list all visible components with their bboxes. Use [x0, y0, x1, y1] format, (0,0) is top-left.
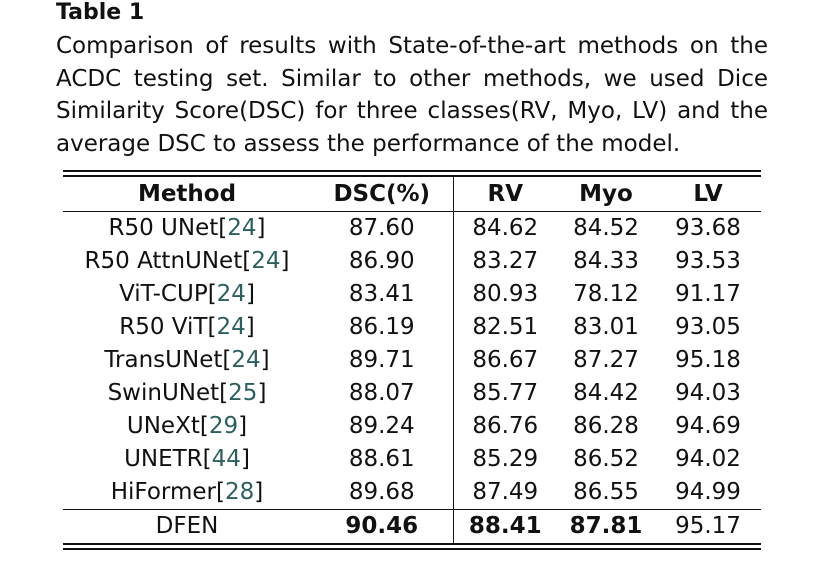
table-row — [63, 212, 761, 246]
method-cell: DFEN — [63, 510, 311, 544]
ref-bracket-open: [ — [218, 215, 228, 241]
table-row — [63, 278, 761, 311]
dsc-cell: 87.60 — [311, 212, 453, 246]
ref-bracket-close: ] — [260, 347, 270, 373]
citation-link[interactable]: 24 — [231, 347, 261, 373]
bottom-double-rule — [63, 543, 761, 550]
ref-bracket-open: [ — [242, 248, 252, 274]
table-row — [63, 245, 761, 278]
citation-link[interactable]: 29 — [208, 413, 239, 439]
method-name: SwinUNet — [107, 380, 220, 406]
citation-link[interactable]: 24 — [216, 314, 246, 340]
myo-cell: 83.01 — [573, 314, 639, 340]
dsc-cell: 86.90 — [311, 245, 453, 278]
lv-cell: 94.99 — [675, 479, 741, 505]
table-row — [63, 410, 761, 443]
rv-cell: 85.77 — [472, 380, 539, 406]
table-body — [63, 212, 761, 544]
method-name: R50 AttnUNet — [84, 248, 243, 274]
results-table — [63, 177, 761, 543]
method-name: R50 ViT — [119, 314, 208, 340]
table-row — [63, 377, 761, 410]
myo-cell: 86.55 — [573, 479, 639, 505]
rv-cell: 83.27 — [472, 248, 539, 274]
method-cell — [63, 278, 311, 311]
ref-bracket-close: ] — [240, 446, 250, 472]
table-label: Table 1 — [56, 0, 145, 25]
header-rv: RV — [453, 177, 557, 212]
method-cell — [63, 410, 311, 443]
myo-cell: 84.52 — [573, 215, 639, 241]
ref-bracket-open: [ — [207, 281, 217, 307]
ref-bracket-open: [ — [202, 446, 212, 472]
dsc-cell: 89.71 — [311, 344, 453, 377]
top-double-rule — [63, 170, 761, 177]
dsc-cell: 83.41 — [311, 278, 453, 311]
dsc-cell: 89.68 — [311, 476, 453, 510]
table-row — [63, 344, 761, 377]
method-cell — [63, 476, 311, 510]
myo-cell: 84.33 — [573, 248, 639, 274]
ref-bracket-open: [ — [207, 314, 217, 340]
header-lv: LV — [655, 177, 761, 212]
citation-link[interactable]: 24 — [216, 281, 246, 307]
dsc-cell: 86.19 — [311, 311, 453, 344]
myo-cell: 86.28 — [573, 413, 639, 439]
dsc-cell: 90.46 — [311, 510, 453, 544]
header-method: Method — [63, 177, 311, 212]
citation-link[interactable]: 24 — [251, 248, 281, 274]
lv-cell: 94.69 — [675, 413, 741, 439]
ref-bracket-open: [ — [219, 380, 229, 406]
lv-cell: 93.53 — [675, 248, 741, 274]
header-myo: Myo — [557, 177, 655, 212]
lv-cell: 95.18 — [675, 347, 741, 373]
ref-bracket-close: ] — [256, 215, 266, 241]
citation-link[interactable]: 24 — [227, 215, 257, 241]
lv-cell: 94.02 — [675, 446, 741, 472]
dsc-cell: 88.07 — [311, 377, 453, 410]
lv-cell: 91.17 — [675, 281, 741, 307]
rv-cell: 84.62 — [472, 215, 539, 241]
citation-link[interactable]: 28 — [224, 479, 255, 505]
method-name: UNETR — [124, 446, 203, 472]
ref-bracket-open: [ — [222, 347, 232, 373]
lv-cell: 93.68 — [675, 215, 741, 241]
results-table-container — [63, 170, 761, 550]
myo-cell: 84.42 — [573, 380, 639, 406]
ref-bracket-close: ] — [245, 314, 255, 340]
citation-link[interactable]: 44 — [211, 446, 241, 472]
table-row — [63, 443, 761, 476]
method-cell — [63, 377, 311, 410]
method-name: UNeXt — [126, 413, 200, 439]
table-row — [63, 476, 761, 510]
myo-cell: 87.27 — [573, 347, 639, 373]
rv-cell: 80.93 — [472, 281, 539, 307]
document-page — [56, 0, 768, 160]
rv-cell: 87.49 — [472, 479, 539, 505]
ref-bracket-close: ] — [254, 479, 264, 505]
method-cell — [63, 212, 311, 246]
header-dsc: DSC(%) — [311, 177, 453, 212]
lv-cell: 94.03 — [675, 380, 741, 406]
ref-bracket-close: ] — [280, 248, 290, 274]
citation-link[interactable]: 25 — [228, 380, 258, 406]
method-cell — [63, 311, 311, 344]
myo-cell: 86.52 — [573, 446, 639, 472]
rv-cell: 85.29 — [472, 446, 539, 472]
ref-bracket-close: ] — [257, 380, 267, 406]
method-name: ViT-CUP — [119, 281, 208, 307]
table-caption: Comparison of results with State-of-the-art methods on the ACDC testing set. Similar to other methods, we used Dice Similarity Score(DSC) for three classes(RV, Myo, LV) and the average DSC to assess the performance of the model. — [56, 33, 768, 157]
proposed-method-row — [63, 510, 761, 544]
dsc-cell: 88.61 — [311, 443, 453, 476]
dsc-cell: 89.24 — [311, 410, 453, 443]
table-header-row — [63, 177, 761, 212]
method-cell — [63, 443, 311, 476]
table-row — [63, 311, 761, 344]
method-cell — [63, 344, 311, 377]
method-name: TransUNet — [104, 347, 223, 373]
myo-cell: 87.81 — [557, 510, 655, 544]
lv-cell: 95.17 — [655, 510, 761, 544]
rv-cell: 86.67 — [472, 347, 539, 373]
method-cell — [63, 245, 311, 278]
rv-cell: 82.51 — [472, 314, 539, 340]
method-name: R50 UNet — [108, 215, 219, 241]
ref-bracket-open: [ — [199, 413, 209, 439]
ref-bracket-close: ] — [238, 413, 248, 439]
method-name: HiFormer — [110, 479, 216, 505]
myo-cell: 78.12 — [573, 281, 639, 307]
ref-bracket-close: ] — [245, 281, 255, 307]
ref-bracket-open: [ — [215, 479, 225, 505]
rv-cell: 88.41 — [453, 510, 557, 544]
lv-cell: 93.05 — [675, 314, 741, 340]
rv-cell: 86.76 — [472, 413, 539, 439]
